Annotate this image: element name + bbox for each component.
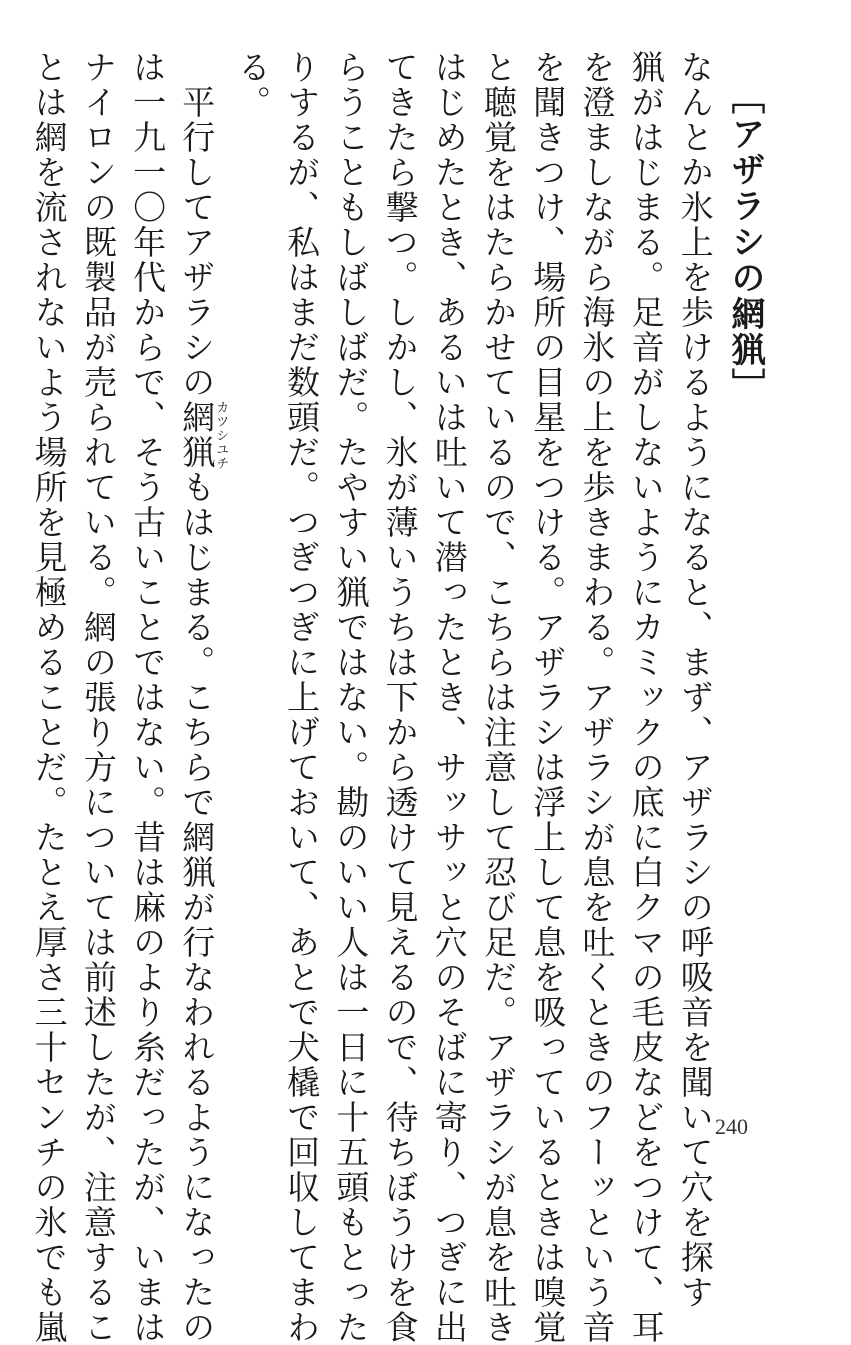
text-line: は一九一〇年代からで、そう古いことではない。昔は麻のより糸だったが、いまは [128, 50, 168, 1345]
text-line: とは網を流されないよう場所を見極めることだ。たとえ厚さ三十センチの氷でも嵐 [29, 50, 69, 1345]
text-segment: 平行してアザラシの [177, 85, 217, 400]
text-line: と聴覚をはたらかせているので、こちらは注意して忍び足だ。アザラシが息を吐き [478, 50, 518, 1345]
text-line: 猟がはじまる。足音がしないようにカミックの底に白クマの毛皮などをつけて、耳 [626, 50, 666, 1345]
text-line: はじめたとき、あるいは吐いて潜ったとき、サッサッと穴のそばに寄り、つぎに出 [429, 50, 469, 1345]
text-line: らうこともしばしばだ。たやすい猟ではない。勘のいい人は一日に十五頭もとった [331, 50, 371, 1345]
text-line: を聞きつけ、場所の目星をつける。アザラシは浮上して息を吸っているときは嗅覚 [528, 50, 568, 1345]
text-line: りするが、私はまだ数頭だ。つぎつぎに上げておいて、あとで犬橇で回収してまわ [282, 50, 322, 1345]
ruby-reading: カツシユチ [213, 400, 229, 470]
text-line-with-ruby [177, 50, 229, 1345]
ruby-annotation [177, 400, 229, 470]
text-line: る。 [232, 50, 272, 120]
text-segment: もはじまる。こちらで網猟が行なわれるようになったの [177, 470, 217, 1345]
paragraph-1 [228, 50, 720, 1345]
text-line: を澄ましながら海氷の上を歩きまわる。アザラシが息を吐くときのフーッという音 [577, 50, 617, 1345]
paragraph-2 [24, 50, 229, 1345]
text-line: ナイロンの既製品が売られている。網の張り方については前述したが、注意するこ [78, 50, 118, 1345]
text-line: なんとか氷上を歩けるようになると、まず、アザラシの呼吸音を聞いて穴を探す [675, 50, 715, 1310]
section-heading: ［アザラシの網猟］ [725, 80, 765, 404]
page-number: 240 [715, 1114, 748, 1139]
ruby-base: 網猟 [177, 400, 217, 470]
text-line: てきたら撃つ。しかし、氷が薄いうちは下から透けて見えるので、待ちぼうけを食 [380, 50, 420, 1345]
